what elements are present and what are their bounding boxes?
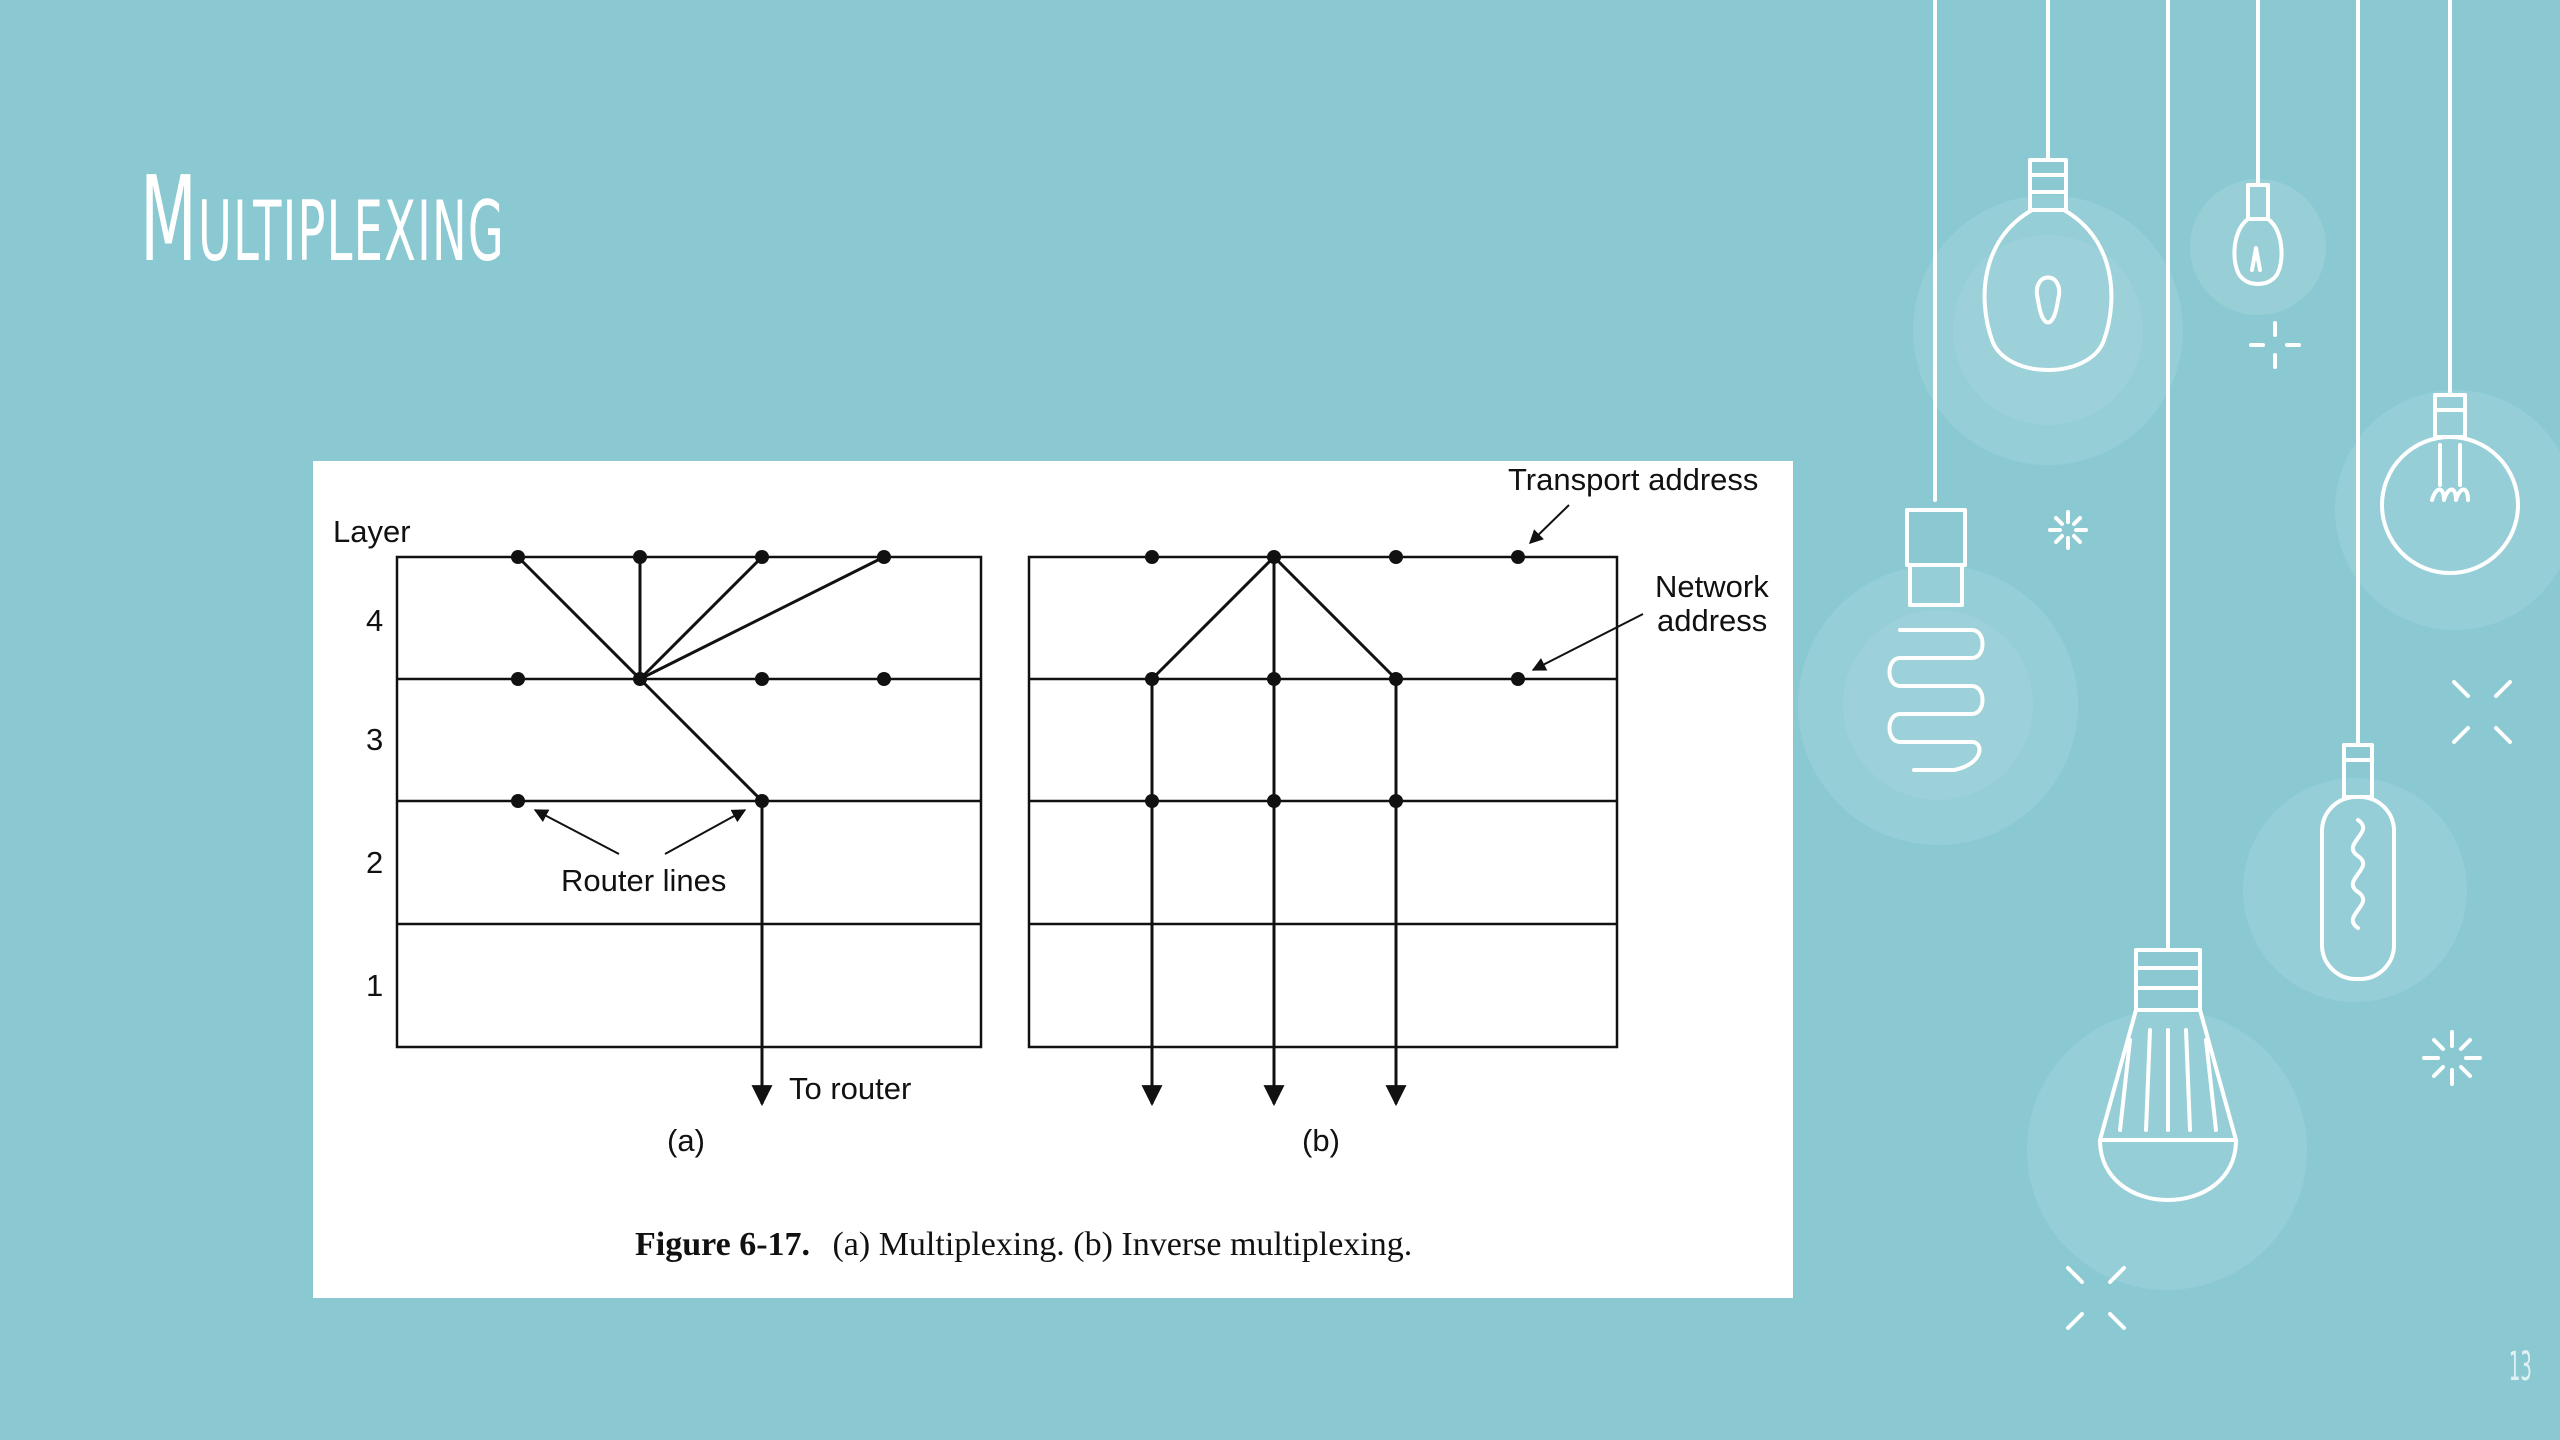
layer-heading: Layer bbox=[333, 514, 411, 549]
address-pointers bbox=[1530, 505, 1643, 670]
network-node bbox=[1145, 672, 1159, 686]
layer-number-1: 1 bbox=[366, 968, 384, 1003]
caption-figure-number: Figure 6-17. bbox=[635, 1226, 811, 1263]
router-line-node bbox=[755, 794, 769, 808]
panel-b-label: (b) bbox=[1302, 1123, 1340, 1158]
transport-node bbox=[755, 550, 769, 564]
sparkle-icon bbox=[2068, 1268, 2124, 1328]
sparkle-icon bbox=[2251, 323, 2299, 367]
router-line-node bbox=[1145, 794, 1159, 808]
router-line-node bbox=[1389, 794, 1403, 808]
sparkle-icon bbox=[2454, 682, 2510, 742]
figure-caption bbox=[635, 1226, 1412, 1263]
network-address-label-line-2: address bbox=[1657, 603, 1768, 638]
network-node bbox=[1267, 672, 1281, 686]
router-line-node bbox=[511, 794, 525, 808]
layer-number-4: 4 bbox=[366, 603, 384, 638]
router-lines-pointers bbox=[535, 810, 745, 854]
network-node bbox=[1511, 672, 1525, 686]
transport-node bbox=[1267, 550, 1281, 564]
transport-node bbox=[1145, 550, 1159, 564]
panel-a-label: (a) bbox=[667, 1123, 705, 1158]
multiplexing-diagram bbox=[313, 461, 1793, 1298]
panel-b-connections bbox=[1152, 557, 1396, 1104]
layer-number-2: 2 bbox=[366, 845, 384, 880]
network-node bbox=[633, 672, 647, 686]
transport-node bbox=[1511, 550, 1525, 564]
transport-node bbox=[511, 550, 525, 564]
network-node bbox=[511, 672, 525, 686]
network-address-label-line-1: Network bbox=[1655, 569, 1769, 604]
sparkle-icon bbox=[2424, 1032, 2480, 1084]
router-line-node bbox=[1267, 794, 1281, 808]
hanging-bulbs-decoration bbox=[1780, 0, 2560, 1440]
sparkle-icon bbox=[2050, 512, 2086, 548]
network-node bbox=[1389, 672, 1403, 686]
transport-node bbox=[1389, 550, 1403, 564]
page-number: 13 bbox=[2509, 1344, 2532, 1390]
transport-node bbox=[877, 550, 891, 564]
transport-address-label: Transport address bbox=[1508, 462, 1759, 497]
network-node bbox=[877, 672, 891, 686]
to-router-label: To router bbox=[789, 1071, 912, 1106]
caption-description: (a) Multiplexing. (b) Inverse multiplexing. bbox=[832, 1226, 1413, 1263]
layer-number-3: 3 bbox=[366, 722, 384, 757]
transport-node bbox=[633, 550, 647, 564]
slide-title: Multiplexing bbox=[140, 150, 505, 288]
panel-b-grid bbox=[1029, 557, 1617, 1047]
router-lines-label: Router lines bbox=[561, 863, 727, 898]
network-node bbox=[755, 672, 769, 686]
figure-panel bbox=[313, 461, 1793, 1298]
